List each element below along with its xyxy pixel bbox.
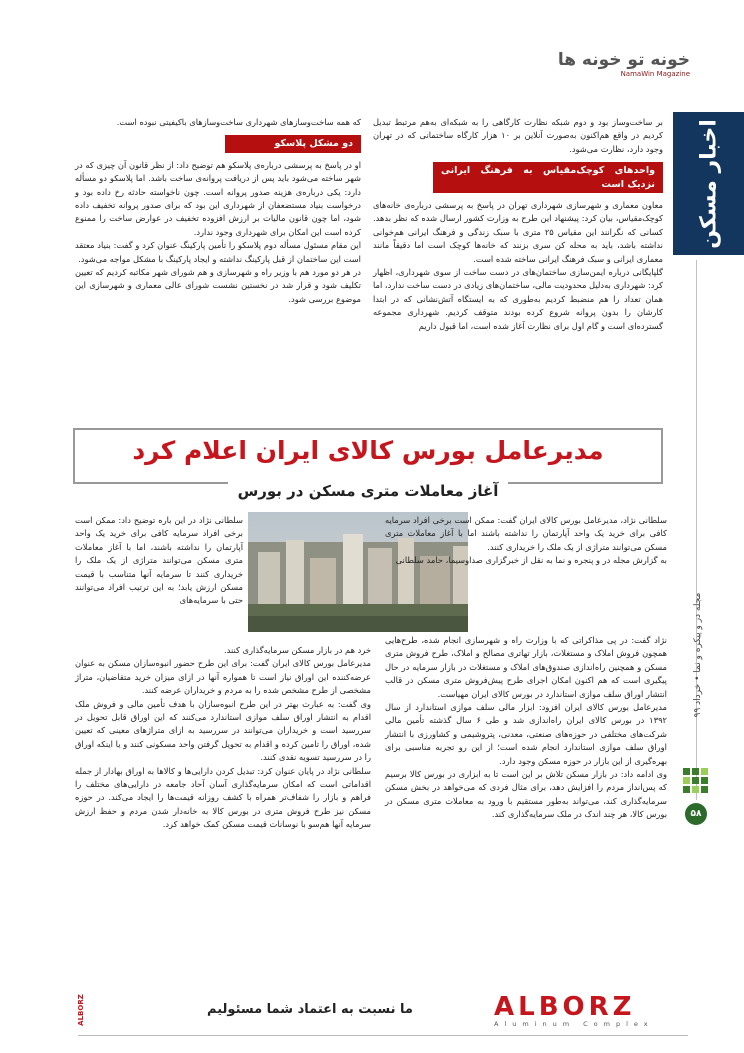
section-tab	[673, 112, 744, 255]
article-right-column: نژاد گفت: در پی مذاکراتی که با وزارت راه و شهرسازی انجام شده، طرح‌هایی همچون فروش املاک و مستغلات، بازار تهاتری مصالح و املاک، طرح فروش متری مسکن و همچنین راه‌اندازی صندوق‌های املاک و مستغلات در بازار سرمایه در حال پیگیری است که هم اکنون امکان اجرای طرح پیش‌فروش متری مسکن در قالب انتشار اوراق سلف موازی استاندارد در بورس کالای ایران مهیاست. مدیرعامل بورس کالای ایران افزود: ابزار مالی سلف موازی استاندارد از سال ۱۳۹۲ در بورس کالای ایران راه‌اندازی شد و طی ۶ سال گذشته تأمین مالی شرکت‌های مختلفی در حوزه‌های صنعتی، معدنی، پتروشیمی و کشاورزی با انتشار اوراق سلف موازی استاندارد انجام شده است؛ از این رو تجربه مناسبی برای بهره‌گیری از این بازار در حوزه مسکن وجود دارد. وی ادامه داد: در بازار مسکن تلاش بر این است تا به ابزاری در بورس کالا برسیم که پس‌انداز مردم را افزایش دهد، برای مثال فردی که می‌خواهد در بخش مسکن سرمایه‌گذاری کند، می‌تواند به‌طور مستقیم با ورود به معاملات متری مسکن در بورس کالا، هر چند اندک در ملک سرمایه‌گذاری کند.	[385, 635, 667, 820]
footer-rule	[78, 1035, 688, 1036]
top-right-column	[373, 116, 663, 333]
trust-slogan: ما نسبت به اعتماد شما مسئولیم	[207, 1002, 413, 1017]
page-number: ۵۸	[685, 803, 707, 825]
alborz-logo	[494, 994, 662, 1028]
right-subhead: واحدهای کوچک‌مقیاس به فرهنگ ایرانی نزدیک است	[433, 162, 663, 193]
article-title: مدیرعامل بورس کالای ایران اعلام کرد	[132, 436, 604, 465]
article-subtitle: آغاز معاملات متری مسکن در بورس	[228, 482, 509, 500]
article-right-column-top: سلطانی نژاد، مدیرعامل بورس کالای ایران گفت: ممکن است برخی افراد سرمایه کافی برای خرید یک واحد آپارتمان را نداشته باشند اما با آغاز معاملات متری مسکن می‌توانند متراژی از یک ملک را خریداری کنند. به گزارش مجله در و پنجره و نما به نقل از خبرگزاری صداوسیما، حامد سلطانی	[385, 515, 667, 566]
logo-title: خونه‌ تو خونه‌ ها	[557, 50, 690, 70]
article-subtitle-wrap	[73, 481, 663, 503]
brand-vertical-text: ALBORZ	[77, 994, 85, 1026]
left-body-text: او در پاسخ به پرسشی درباره‌ی پلاسکو هم توضیح داد: از نظر قانون آن چیزی که در شهر ساخته می‌شود باید پس از دریافت پروانه‌ی ساخت باشد. اما پلاسکو دو مسأله دارد: یکی درباره‌ی هزینه صدور پروانه است. چون ناخواسته حادثه رخ داده بود و درخواست بنیاد مستضعفان از شهرداری این بود که برای صدور پروانه تخفیف داده شود، اما چون قانون مالیات بر ارزش افزوده تخفیف در عوارض ساخت را ممنوع کرده است این امکان برای شهرداری وجود ندارد. این مقام مسئول مسأله دوم پلاسکو را تأمین پارکینگ عنوان کرد و گفت: بنیاد معتقد است این ساختمان از قبل پارکینگ نداشته و ایجاد پارکینگ با مشکل مواجه می‌شود. در هر دو مورد هم با وزیر راه و شهرسازی و هم شورای شهر مکاتبه کردیم که تعیین تکلیف شود و قرار شد در نخستین نشست شورای عالی معماری و شهرسازی این موضوع بررسی شود.	[75, 159, 361, 304]
left-intro-text: که همه ساخت‌وسازهای شهرداری ساخت‌وسازهای باکیفیتی نبوده است.	[116, 117, 361, 127]
right-body-text: معاون معماری و شهرسازی شهرداری تهران در پاسخ به پرسشی درباره‌ی خانه‌های کوچک‌مقیاس، بیان کرد: پیشنهاد این طرح به وزارت کشور ارسال شده که نظر بدهد. کسانی که نگرانند این مقیاس ۲۵ متری با سبک زندگی و فرهنگ ایرانی هم‌خوانی نداشته باشد، باید به محله کن سری بزنند که خانه‌ها کوچک است اما دقیقاً مانند معماری ایرانی و سبک فرهنگ ایرانی ساخته شده است. گلپایگانی درباره ایمن‌سازی ساختمان‌های در دست ساخت از سوی شهرداری، اظهار کرد: شهرداری به‌دلیل محدودیت مالی، ساختمان‌های زیادی در دست ساخت ندارد، اما همان تعداد را هم منضبط کردیم به‌طوری که به ایستگاه آتش‌نشانی که در ابتدا کارشان را بدون پروانه شروع کرده بودند متوقف کردیم. شهرداری مجموعه گسترده‌ای است و گام اول برای نظارت آغاز شده است، اما قبول داریم	[373, 200, 663, 331]
brand-vertical	[74, 990, 88, 1030]
vertical-caption	[688, 540, 708, 770]
alborz-wordmark: ALBORZ	[494, 992, 636, 1022]
right-intro-text: بر ساخت‌وساز بود و دوم شبکه نظارت کارگاهی را به شبکه‌ای به‌هم مرتبط تبدیل کردیم در واقع هم‌اکنون به‌صورت آنلاین بر ۱۰ هزار کارگاه ساختمانی که در تهران وجود دارد، نظارت می‌شود.	[373, 117, 663, 154]
article-left-column: خرد هم در بازار مسکن سرمایه‌گذاری کنند. مدیرعامل بورس کالای ایران گفت: برای این طرح حضور انبوه‌سازان مسکن به عنوان عرضه‌کننده این اوراق نیاز است تا همواره آنها در ازای میزان خرید متقاضیان، متراژ مشخصی از طرح مشخص شده را به مردم و خریداران عرضه کنند. وی گفت: به عبارت بهتر در این طرح انبوه‌سازان با هدف تأمین مالی و فروش ملک اقدام به انتشار اوراق سلف موازی استاندارد می‌کنند که این اوراق قابل تحویل در سررسید است و خریداران می‌توانند در سررسید به ازای متراژهای معینی که تعیین شده، اوراق را تامین کرده و اقدام به تحویل گرفتن واحد مسکونی کنند و یا اینکه اوراق را در سررسید تسویه نقدی کنند. سلطانی نژاد در پایان عنوان کرد: تبدیل کردن دارایی‌ها و کالاها به اوراق بهادار از جمله اقداماتی است که امکان سرمایه‌گذاری آسان آحاد جامعه در دارایی‌های مختلف را فراهم و بازار را شفاف‌تر همراه با کشف روزانه قیمت‌ها را ایجاد می‌کند. در حوزه مسکن نیز طرح فروش متری در بورس کالا به خانه‌دار شدن مردم و حفظ ارزش سرمایه آنها هم‌سو با نوسانات قیمت مسکن کمک خواهد کرد.	[75, 645, 371, 830]
vertical-caption-text: مجله در و پیکره و نما • خرداد ۹۹	[693, 592, 703, 718]
magazine-logo	[557, 50, 690, 86]
top-left-column	[75, 116, 361, 306]
article-title-box	[73, 428, 663, 484]
article-left-column-top: سلطانی نژاد در این باره توضیح داد: ممکن است برخی افراد سرمایه کافی برای خرید یک واحد آپارتمان را نداشته باشند، اما با آغاز معاملات متری مسکن می‌توانند متراژی از یک ملک را خریداری کنند تا سرمایه آنها متناسب با قیمت مسکن ارزش یابد؛ به این ترتیب افراد می‌توانند حتی با سرمایه‌های	[75, 515, 243, 606]
logo-subtitle: NamaWin Magazine	[620, 70, 690, 78]
section-tab-label: اخبار مسکن	[696, 118, 721, 249]
alborz-tagline: Aluminum Complex	[494, 1020, 654, 1028]
left-subhead: دو مشکل پلاسکو	[225, 135, 361, 152]
grid-icon	[683, 768, 709, 794]
